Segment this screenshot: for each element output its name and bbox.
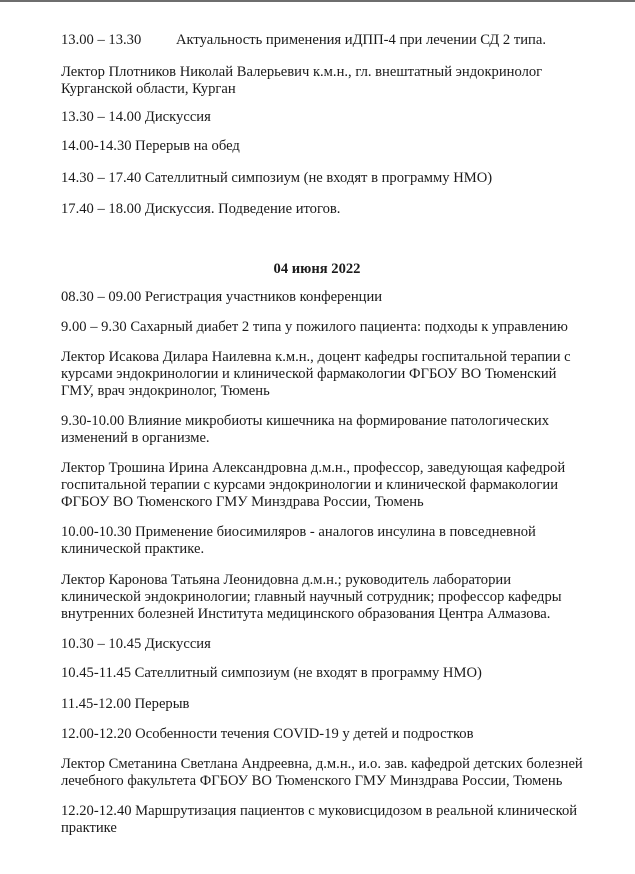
- session-title: Актуальность применения иДПП-4 при лечении СД 2 типа.: [176, 32, 546, 48]
- lecturer-line: госпитальной терапии с курсами эндокринологии и клинической фармакологии: [61, 477, 559, 493]
- session-line: 9.30-10.00 Влияние микробиоты кишечника на формирование патологических: [61, 413, 550, 429]
- lecturer-line: ФГБОУ ВО Тюменского ГМУ Минздрава России, Тюмень: [61, 494, 424, 510]
- session-line: 12.20-12.40 Маршрутизация пациентов с муковисцидозом в реальной клинической: [61, 803, 578, 819]
- session-item: 14.30 – 17.40 Сателлитный симпозиум (не входят в программу НМО): [61, 170, 493, 186]
- lecturer-line: Лектор Каронова Татьяна Леонидовна д.м.н.; руководитель лаборатории: [61, 572, 512, 588]
- session-item: [61, 524, 621, 558]
- lecturer-line: Курганской области, Курган: [61, 81, 236, 97]
- session-item: 14.00-14.30 Перерыв на обед: [61, 138, 240, 154]
- lecturer-line: внутренних болезней Института медицинского образования Центра Алмазова.: [61, 606, 551, 622]
- lecturer-info: [61, 460, 621, 511]
- session-item: 10.30 – 10.45 Дискуссия: [61, 636, 211, 652]
- lecturer-line: Лектор Исакова Дилара Наилевна к.м.н., доцент кафедры госпитальной терапии с: [61, 349, 571, 365]
- lecturer-line: клинической эндокринологии; главный научный сотрудник; профессор кафедры: [61, 589, 562, 605]
- session-item: 13.30 – 14.00 Дискуссия: [61, 109, 211, 125]
- session-item: 9.00 – 9.30 Сахарный диабет 2 типа у пожилого пациента: подходы к управлению: [61, 319, 568, 335]
- session-item: [61, 32, 621, 49]
- lecturer-line: Лектор Плотников Николай Валерьевич к.м.н., гл. внештатный эндокринолог: [61, 64, 543, 80]
- session-item: 10.45-11.45 Сателлитный симпозиум (не входят в программу НМО): [61, 665, 482, 681]
- lecturer-info: [61, 572, 621, 623]
- lecturer-line: Лектор Трошина Ирина Александровна д.м.н., профессор, заведующая кафедрой: [61, 460, 566, 476]
- session-item: [61, 413, 621, 447]
- session-item: 08.30 – 09.00 Регистрация участников конференции: [61, 289, 383, 305]
- lecturer-line: лечебного факультета ФГБОУ ВО Тюменского ГМУ Минздрава России, Тюмень: [61, 773, 563, 789]
- lecturer-line: Лектор Сметанина Светлана Андреевна, д.м.н., и.о. зав. кафедрой детских болезней: [61, 756, 583, 772]
- lecturer-info: [61, 349, 621, 400]
- session-line: изменений в организме.: [61, 430, 210, 446]
- session-item: 11.45-12.00 Перерыв: [61, 696, 190, 712]
- session-item: 12.00-12.20 Особенности течения COVID-19 у детей и подростков: [61, 726, 474, 742]
- session-item: [61, 803, 621, 837]
- lecturer-line: курсами эндокринологии и клинической фармакологии ФГБОУ ВО Тюменский: [61, 366, 557, 382]
- session-time: 13.00 – 13.30: [61, 32, 142, 48]
- lecturer-line: ГМУ, врач эндокринолог, Тюмень: [61, 383, 270, 399]
- session-item: 17.40 – 18.00 Дискуссия. Подведение итогов.: [61, 201, 341, 217]
- lecturer-info: [61, 64, 621, 98]
- session-line: практике: [61, 820, 117, 836]
- lecturer-info: [61, 756, 621, 790]
- top-border: [0, 0, 635, 2]
- session-line: клинической практике.: [61, 541, 205, 557]
- date-heading: 04 июня 2022: [273, 261, 361, 277]
- session-line: 10.00-10.30 Применение биосимиляров - аналогов инсулина в повседневной: [61, 524, 536, 540]
